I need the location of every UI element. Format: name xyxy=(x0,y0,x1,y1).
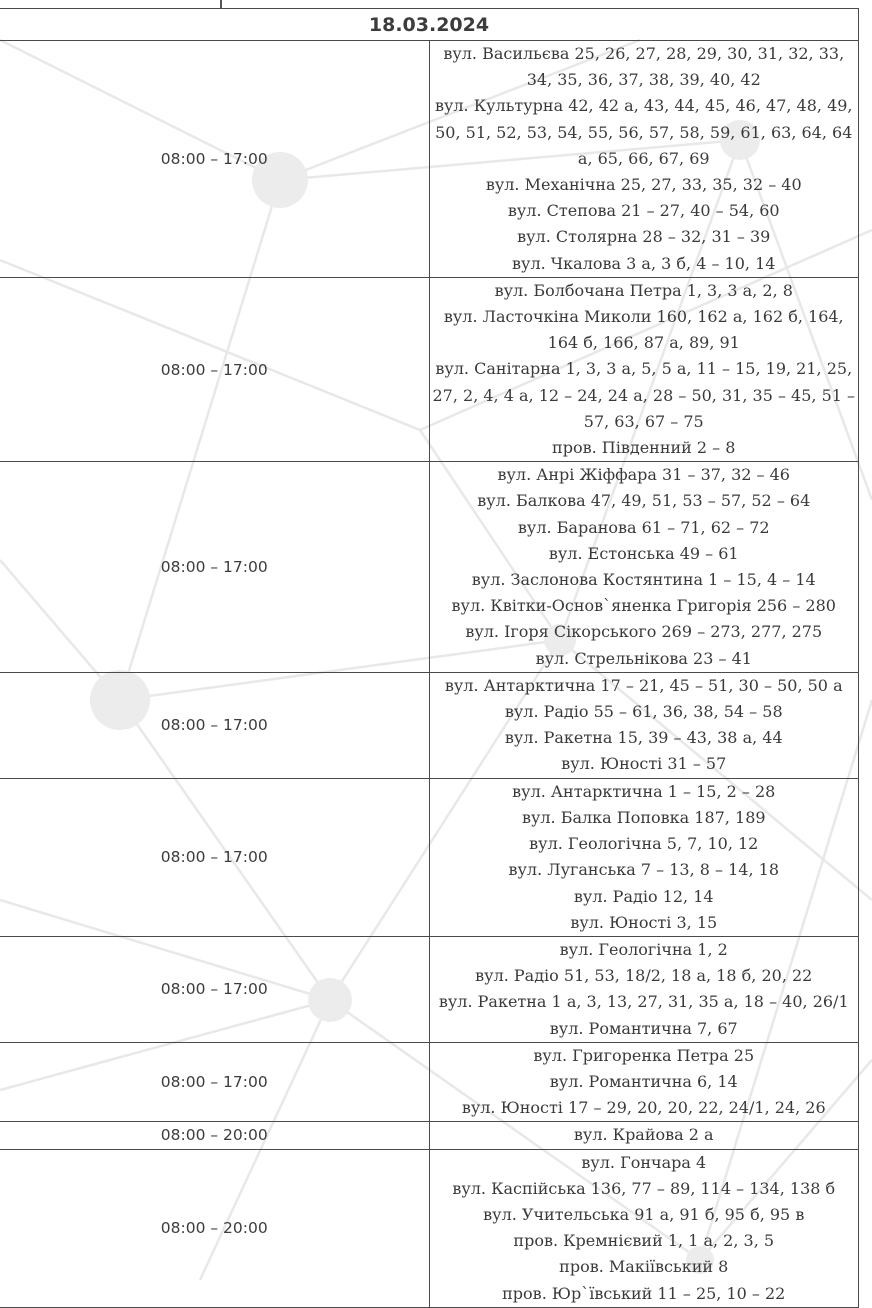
street-entry: вул. Стрельнікова 23 – 41 xyxy=(535,648,752,668)
street-entry: вул. Санітарна 1, 3, 3 а, 5, 5 а, 11 – 15, 19, 21, 25, 27, 2, 4, 4 а, 12 – 24, 24 а, 28 – 50, 31, 35 – 45, 51 – 57, 63, 67 – 75 xyxy=(432,359,856,431)
table-row xyxy=(0,778,859,936)
street-entry: вул. Степова 21 – 27, 40 – 54, 60 xyxy=(507,201,780,221)
street-entry: вул. Ігоря Сікорського 269 – 273, 277, 275 xyxy=(465,622,823,642)
street-entry: вул. Ласточкіна Миколи 160, 162 а, 162 б, 164, 164 б, 166, 87 а, 89, 91 xyxy=(443,307,844,353)
table-row xyxy=(0,1122,859,1149)
street-entry: пров. Юр`ївський 11 – 25, 10 – 22 xyxy=(502,1283,786,1303)
street-entry: вул. Васильєва 25, 26, 27, 28, 29, 30, 31, 32, 33, 34, 35, 36, 37, 38, 39, 40, 42 xyxy=(443,44,845,90)
table-row xyxy=(0,1149,859,1307)
outage-time: 08:00 – 17:00 xyxy=(0,1042,429,1122)
street-entry: вул. Квітки-Основ`яненка Григорія 256 – 280 xyxy=(451,596,836,616)
street-entry: вул. Юності 3, 15 xyxy=(570,912,718,932)
street-entry: вул. Антарктична 1 – 15, 2 – 28 xyxy=(512,781,776,801)
outage-time: 08:00 – 20:00 xyxy=(0,1149,429,1307)
street-entry: вул. Радіо 55 – 61, 36, 38, 54 – 58 xyxy=(504,702,783,722)
table-row xyxy=(0,672,859,778)
street-entry: вул. Романтична 6, 14 xyxy=(549,1071,738,1091)
street-entry: вул. Чкалова 3 а, 3 б, 4 – 10, 14 xyxy=(512,253,776,273)
street-entry: вул. Романтична 7, 67 xyxy=(549,1018,738,1038)
street-entry: вул. Гончара 4 xyxy=(581,1152,707,1172)
street-entry: вул. Заслонова Костянтина 1 – 15, 4 – 14 xyxy=(471,570,816,590)
street-list xyxy=(429,672,859,778)
outage-time: 08:00 – 17:00 xyxy=(0,778,429,936)
table-row xyxy=(0,1042,859,1122)
street-entry: вул. Анрі Жіффара 31 – 37, 32 – 46 xyxy=(497,465,790,485)
street-entry: пров. Макіївський 8 xyxy=(559,1257,729,1277)
street-entry: вул. Ракетна 15, 39 – 43, 38 а, 44 xyxy=(504,728,783,748)
street-entry: вул. Антарктична 17 – 21, 45 – 51, 30 – 50, 50 а xyxy=(444,675,843,695)
outage-time: 08:00 – 20:00 xyxy=(0,1122,429,1149)
street-entry: вул. Балка Поповка 187, 189 xyxy=(521,807,766,827)
street-entry: вул. Механічна 25, 27, 33, 35, 32 – 40 xyxy=(485,175,802,195)
street-entry: вул. Культурна 42, 42 а, 43, 44, 45, 46, 47, 48, 49, 50, 51, 52, 53, 54, 55, 56, 57, 58, 59, 61, 63, 64, 64 а, 65, 66, 67, 69 xyxy=(434,96,853,168)
schedule-table xyxy=(0,8,859,1308)
street-list xyxy=(429,1149,859,1307)
outage-time: 08:00 – 17:00 xyxy=(0,462,429,673)
table-row xyxy=(0,277,859,461)
street-entry: вул. Юності 31 – 57 xyxy=(561,754,727,774)
street-entry: пров. Кремнієвий 1, 1 а, 2, 3, 5 xyxy=(513,1231,775,1251)
street-list xyxy=(429,936,859,1042)
street-entry: вул. Болбочана Петра 1, 3, 3 а, 2, 8 xyxy=(494,280,793,300)
street-entry: вул. Балкова 47, 49, 51, 53 – 57, 52 – 64 xyxy=(477,491,811,511)
street-list xyxy=(429,1042,859,1122)
street-entry: вул. Радіо 12, 14 xyxy=(573,886,714,906)
street-list xyxy=(429,41,859,278)
street-entry: вул. Радіо 51, 53, 18/2, 18 а, 18 б, 20, 22 xyxy=(475,966,813,986)
outage-time: 08:00 – 17:00 xyxy=(0,936,429,1042)
street-entry: вул. Ракетна 1 а, 3, 13, 27, 31, 35 а, 18 – 40, 26/1 xyxy=(438,992,849,1012)
schedule-date: 18.03.2024 xyxy=(0,9,859,41)
street-entry: вул. Столярна 28 – 32, 31 – 39 xyxy=(517,227,771,247)
street-entry: вул. Геологічна 5, 7, 10, 12 xyxy=(529,834,759,854)
street-entry: вул. Учительська 91 а, 91 б, 95 б, 95 в xyxy=(483,1204,805,1224)
street-entry: вул. Геологічна 1, 2 xyxy=(559,939,728,959)
date-header-row xyxy=(0,9,859,41)
street-entry: вул. Луганська 7 – 13, 8 – 14, 18 xyxy=(508,860,780,880)
street-entry: пров. Південний 2 – 8 xyxy=(552,438,736,458)
table-top-divider xyxy=(220,0,222,8)
street-entry: вул. Крайова 2 а xyxy=(573,1125,714,1145)
table-row xyxy=(0,936,859,1042)
street-list xyxy=(429,1122,859,1149)
street-entry: вул. Каспійська 136, 77 – 89, 114 – 134, 138 б xyxy=(452,1178,836,1198)
street-list xyxy=(429,277,859,461)
street-entry: вул. Естонська 49 – 61 xyxy=(548,543,739,563)
street-entry: вул. Юності 17 – 29, 20, 20, 22, 24/1, 24, 26 xyxy=(461,1098,826,1118)
street-list xyxy=(429,462,859,673)
outage-time: 08:00 – 17:00 xyxy=(0,277,429,461)
outage-time: 08:00 – 17:00 xyxy=(0,41,429,278)
street-list xyxy=(429,778,859,936)
street-entry: вул. Григоренка Петра 25 xyxy=(533,1045,755,1065)
table-row xyxy=(0,41,859,278)
street-entry: вул. Баранова 61 – 71, 62 – 72 xyxy=(517,517,770,537)
table-row xyxy=(0,462,859,673)
outage-time: 08:00 – 17:00 xyxy=(0,672,429,778)
